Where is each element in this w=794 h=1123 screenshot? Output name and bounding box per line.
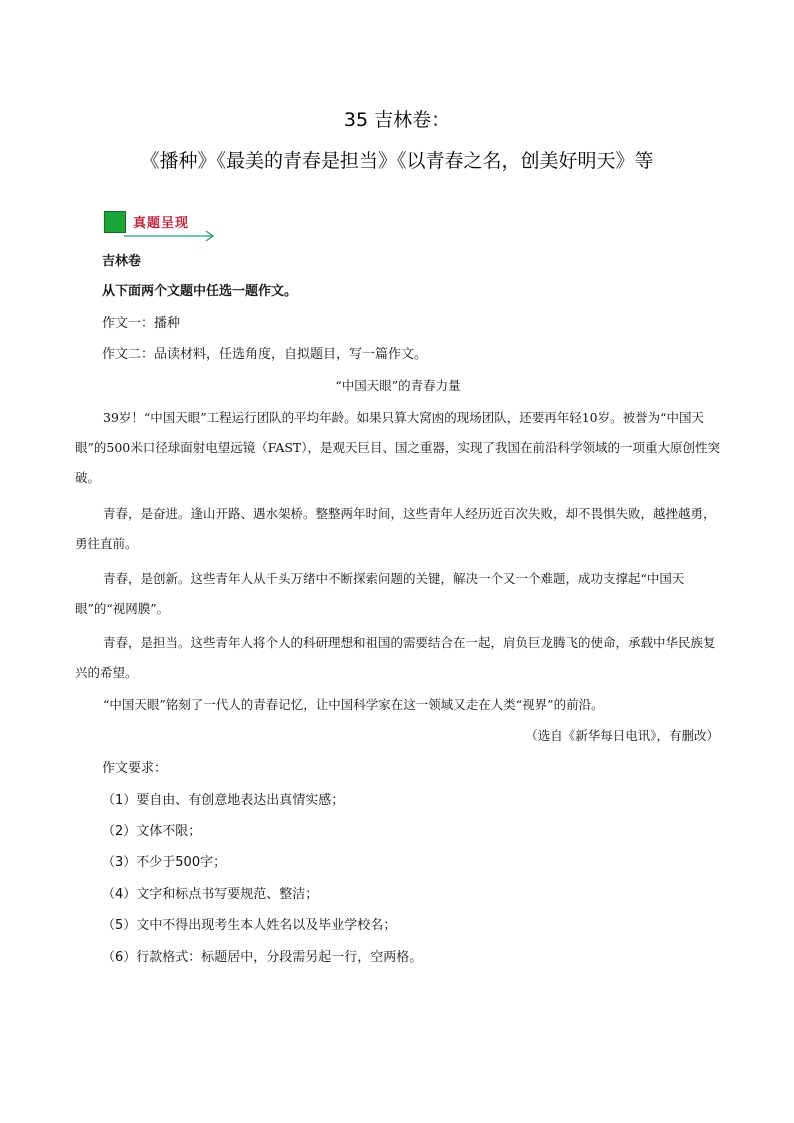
document-title-line2: 《播种》《最美的青春是担当》《以青春之名，创美好明天》等	[140, 150, 654, 172]
material-paragraph-1: 39岁！“中国天眼”工程运行团队的平均年龄。如果只算大窝凼的现场团队，还要再年轻10岁。被誉为“中国天眼”的500米口径球面射电望远镜（FAST），是观天巨目、国之重器，实现了我国在前沿科学领域的一项重大原创性突破。	[75, 410, 721, 485]
document-title-line1: 35 吉林卷：	[343, 109, 451, 131]
green-square-icon	[104, 211, 126, 233]
prompt-one: 作文一：播种	[102, 316, 181, 331]
material-source: （选自《新华每日电讯》，有删改）	[525, 728, 719, 743]
requirement-item: （2）文体不限；	[102, 824, 202, 839]
section-label: 吉林卷	[102, 254, 142, 269]
material-paragraph-3: 青春，是创新。这些青年人从千头万绪中不断探索问题的关键，解决一个又一个难题，成功支撑起“中国天眼”的“视网膜”。	[75, 571, 685, 616]
instruction-text: 从下面两个文题中任选一题作文。	[102, 284, 298, 299]
section-banner	[104, 211, 216, 245]
requirement-item: （4）文字和标点书写要规范、整洁；	[102, 887, 319, 902]
material-title: “中国天眼”的青春力量	[335, 378, 461, 393]
material-paragraph-4: 青春，是担当。这些青年人将个人的科研理想和祖国的需要结合在一起，肩负巨龙腾飞的使命，承载中华民族复兴的希望。	[75, 635, 716, 680]
requirement-item: （3）不少于500字；	[102, 855, 227, 870]
banner-label: 真题呈现	[133, 216, 190, 231]
prompt-two: 作文二：品读材料，任选角度，自拟题目，写一篇作文。	[102, 347, 428, 362]
arrow-line-icon	[124, 229, 216, 243]
requirement-item: （6）行款格式：标题居中，分段需另起一行，空两格。	[102, 950, 423, 965]
material-paragraph-5: “中国天眼”铭刻了一代人的青春记忆，让中国科学家在这一领域又走在人类“视界”的前沿。	[103, 697, 604, 712]
requirements-heading: 作文要求：	[102, 761, 168, 776]
material-paragraph-2: 青春，是奋进。逢山开路、遇水架桥。整整两年时间，这些青年人经历近百次失败，却不畏惧失败，越挫越勇，勇往直前。	[75, 506, 716, 551]
requirement-item: （1）要自由、有创意地表达出真情实感；	[102, 793, 345, 808]
requirement-item: （5）文中不得出现考生本人姓名以及毕业学校名；	[102, 918, 397, 933]
